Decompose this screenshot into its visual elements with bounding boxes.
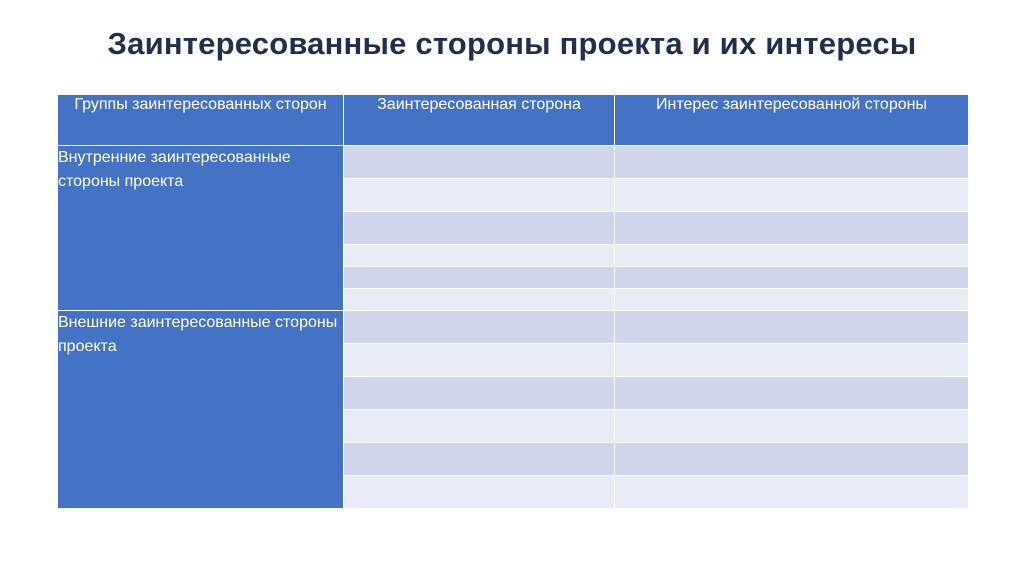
stakeholder-cell[interactable] — [344, 311, 615, 344]
interest-cell[interactable] — [615, 146, 969, 179]
stakeholder-cell[interactable] — [344, 245, 615, 267]
table-row — [58, 146, 969, 179]
interest-cell[interactable] — [615, 344, 969, 377]
interest-cell[interactable] — [615, 476, 969, 509]
stakeholder-cell[interactable] — [344, 179, 615, 212]
header-interest: Интерес заинтересованной стороны — [615, 95, 969, 146]
interest-cell[interactable] — [615, 443, 969, 476]
header-groups: Группы заинтересованных сторон — [58, 95, 344, 146]
stakeholder-cell[interactable] — [344, 267, 615, 289]
table-row — [58, 311, 969, 344]
interest-cell[interactable] — [615, 311, 969, 344]
interest-cell[interactable] — [615, 410, 969, 443]
stakeholder-cell[interactable] — [344, 443, 615, 476]
stakeholder-cell[interactable] — [344, 410, 615, 443]
group-internal-label: Внутренние заинтересованные стороны проекта — [58, 146, 344, 311]
stakeholder-cell[interactable] — [344, 212, 615, 245]
stakeholder-cell[interactable] — [344, 344, 615, 377]
interest-cell[interactable] — [615, 212, 969, 245]
interest-cell[interactable] — [615, 179, 969, 212]
interest-cell[interactable] — [615, 377, 969, 410]
interest-cell[interactable] — [615, 289, 969, 311]
slide-title: Заинтересованные стороны проекта и их интересы — [107, 26, 917, 61]
header-stakeholder: Заинтересованная сторона — [344, 95, 615, 146]
stakeholder-cell[interactable] — [344, 146, 615, 179]
interest-cell[interactable] — [615, 245, 969, 267]
group-external-label: Внешние заинтересованные стороны проекта — [58, 311, 344, 509]
table-header-row — [58, 95, 969, 146]
stakeholders-table — [57, 94, 969, 509]
stakeholder-cell[interactable] — [344, 377, 615, 410]
stakeholder-cell[interactable] — [344, 476, 615, 509]
stakeholder-cell[interactable] — [344, 289, 615, 311]
interest-cell[interactable] — [615, 267, 969, 289]
